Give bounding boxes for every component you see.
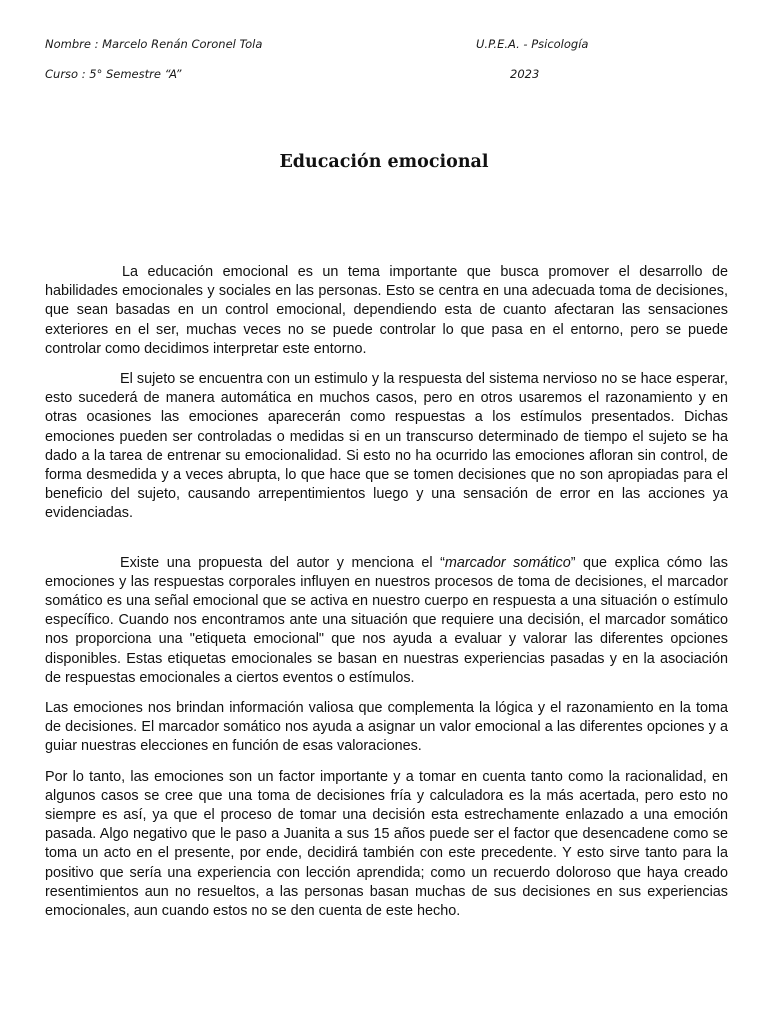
paragraph-4: Las emociones nos brindan información valiosa que complementa la lógica y el razonamiento en la toma de decisiones. El marcador somático nos ayuda a asignar un valor emocional a las diferentes opciones y a guiar nuestras elecciones en función de esas valoraciones. xyxy=(45,700,728,755)
paragraph-1: La educación emocional es un tema importante que busca promover el desarrollo de habilidades emocionales y sociales en las personas. Esto se centra en una adecuada toma de decisiones, que sean basadas en un control emocional, dependiendo esta de cuanto afectaran las sensaciones exteriores en el ser, muchas veces no se puede controlar lo que pasa en el entorno, pero se puede controlar como decidimos interpretar este entorno. xyxy=(45,264,728,357)
year-line: 2023 xyxy=(510,67,540,81)
paragraph-3-term: marcador somático xyxy=(444,554,571,571)
paragraph-3 xyxy=(45,554,728,688)
paragraph-5: Por lo tanto, las emociones son un factor importante y a tomar en cuenta tanto como la racionalidad, en algunos casos se cree que una toma de decisiones fría y calculadora es la más acertada, pero esto no siempre es así, ya que el proceso de tomar una decisión esta estrechamente enlazado a una emoción pasada. Algo negativo que le paso a Juanita a sus 15 años puede ser el factor que desencadene como se toma un acto en el presente, por ende, decidirá también con este precedente. Y esto sirve tanto para la positivo que sería una experiencia con lección aprendida; como un recuerdo doloroso que haya creado resentimientos aun no resueltos, a las personas basan muchas de sus decisiones en sus experiencias emocionales, aun cuando estos no se den cuenta de este hecho. xyxy=(45,768,728,920)
document-title: Educación emocional xyxy=(279,152,489,172)
course-line: Curso : 5° Semestre “A” xyxy=(45,67,182,81)
institution-line: U.P.E.A. - Psicología xyxy=(476,37,589,51)
paragraph-3-rest: ” que explica cómo las emociones y las respuestas corporales influyen en nuestros procesos de toma de decisiones, el marcador somático es una señal emocional que se activa en nuestro cuerpo en respuesta a una situación o estímulo específico. Cuando nos encontramos ante una situación que requiere una decisión, el marcador somático nos proporciona una "etiqueta emocional" que nos ayuda a evaluar y valorar las diferentes opciones disponibles. Estas etiquetas emocionales se basan en nuestras experiencias pasadas y en la asociación de respuestas emocionales a ciertos eventos o estímulos. xyxy=(45,554,728,686)
paragraph-3-intro: Existe una propuesta del autor y menciona el “ xyxy=(120,554,445,571)
paragraph-2: El sujeto se encuentra con un estimulo y la respuesta del sistema nervioso no se hace esperar, esto sucederá de manera automática en muchos casos, pero en otros usaremos el razonamiento y en otras ocasiones las emociones aparecerán como respuestas a los estímulos presentados. Dichas emociones pueden ser controladas o medidas si en un transcurso determinado de tiempo el sujeto se ha dado a la tarea de entrenar su emocionalidad. Si esto no ha ocurrido las emociones afloran sin control, de forma desmedida y a veces abrupta, lo que hace que se tomen decisiones que no son apropiadas para el beneficio del sujeto, causando arrepentimientos luego y una sensación de error en las acciones ya evidenciadas. xyxy=(45,371,728,522)
student-name-line: Nombre : Marcelo Renán Coronel Tola xyxy=(45,37,263,51)
document-body xyxy=(45,263,728,921)
